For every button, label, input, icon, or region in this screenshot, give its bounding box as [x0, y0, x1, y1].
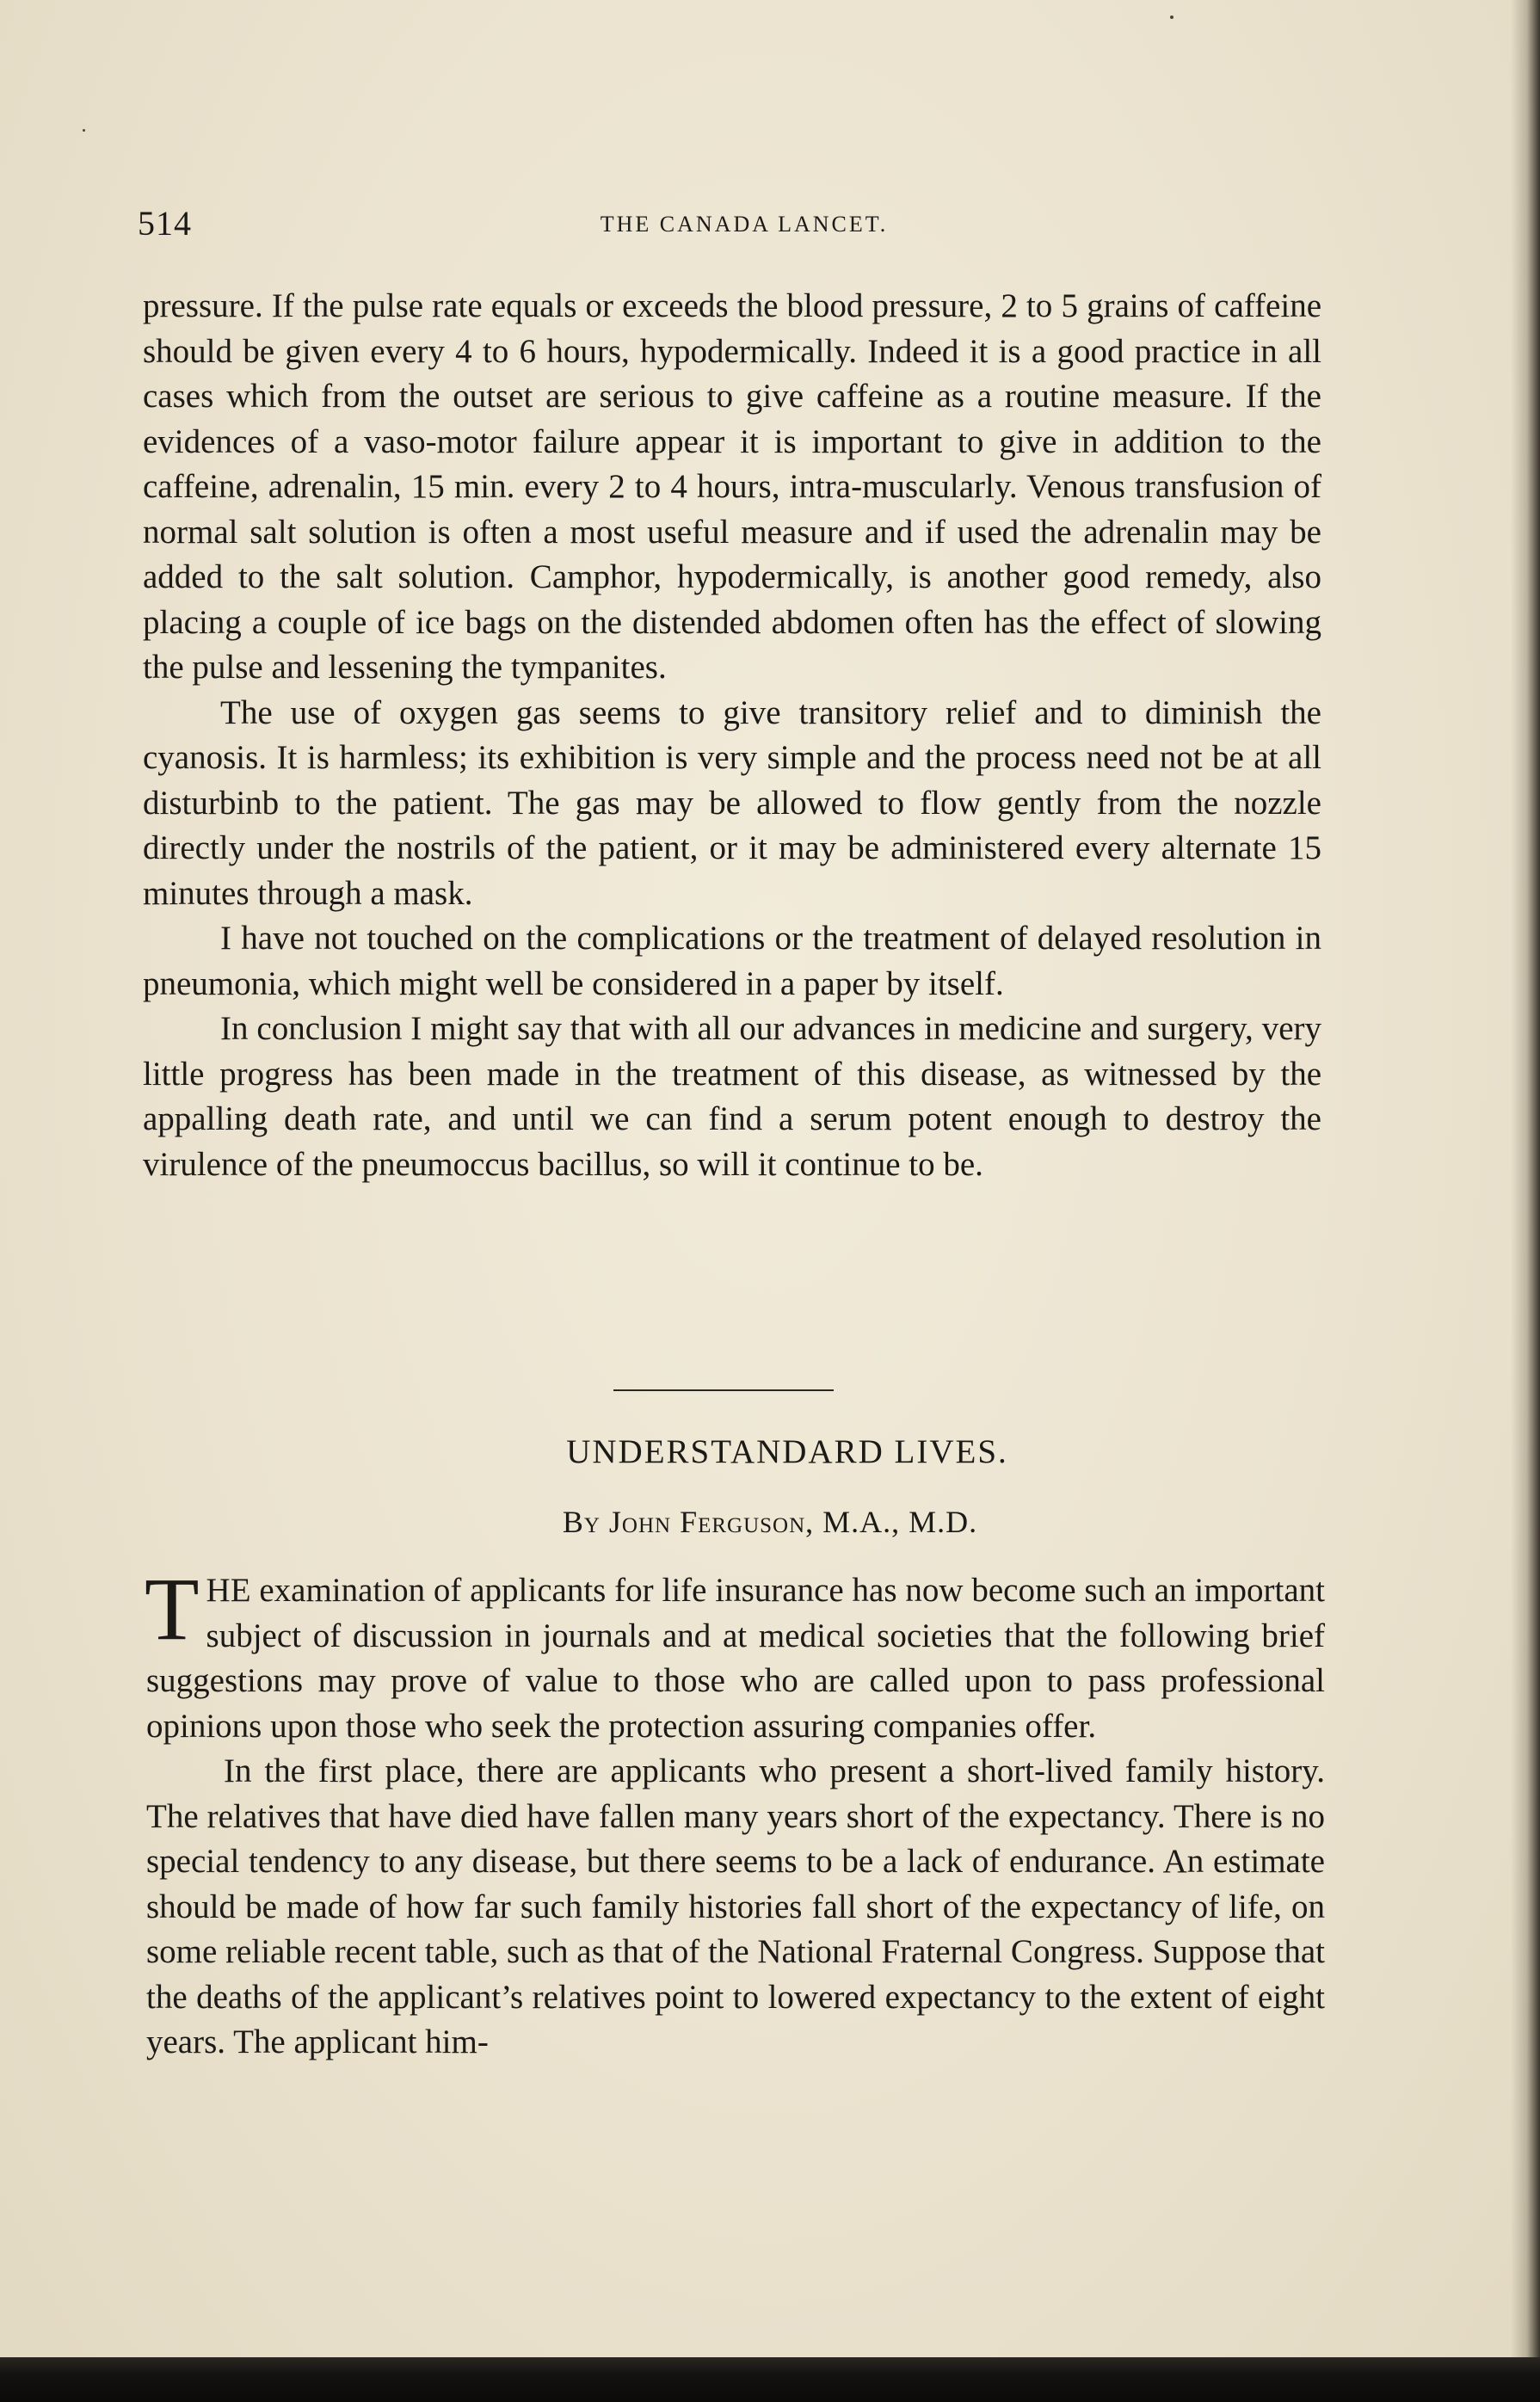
page-header	[138, 203, 1334, 255]
running-head: THE CANADA LANCET.	[600, 212, 889, 237]
page-number: 514	[138, 204, 192, 243]
paragraph-text: HE examination of applicants for life insurance has now become such an important subject of discussion in journals and at medical societies that the following brief suggestions may prove of value to those who are called upon to pass professional opinions upon those who seek the protection assuring companies offer.	[146, 1572, 1325, 1745]
scan-edge	[0, 2357, 1540, 2402]
article-body	[145, 1560, 1326, 2066]
paragraph: pressure. If the pulse rate equals or exceeds the blood pressure, 2 to 5 grains of caffeine should be given every 4 to 6 hours, hypodermically. Indeed it is a good practice in all cases which from the outset are serious to give caffeine as a routine measure. If the evidences of a vaso-motor failure appear it is important to give in addition to the caffeine, adrenalin, 15 min. every 2 to 4 hours, intra-muscularly. Venous transfusion of normal salt solution is often a most useful measure and if used the adrenalin may be added to the salt solution. Camphor, hypodermically, is another good remedy, also placing a couple of ice bags on the distended abdomen often has the effect of slowing the pulse and lessening the tympanites.	[143, 287, 1321, 686]
article-title: UNDERSTANDARD LIVES.	[566, 1433, 1008, 1470]
paragraph: The use of oxygen gas seems to give transitory relief and to diminish the cyanosis. It is harmless; its exhibition is very simple and the process need not be at all disturbinb to the patient. The gas may be allowed to flow gently from the nozzle directly under the nostrils of the patient, or it may be administered every alternate 15 minutes through a mask.	[143, 693, 1321, 912]
paragraph	[145, 1560, 1325, 1749]
paragraph: I have not touched on the complications or the treatment of delayed resolution in pneumonia, which might well be considered in a paper by itself.	[143, 920, 1321, 1002]
continued-article	[143, 284, 1321, 1187]
paragraph: In conclusion I might say that with all our advances in medicine and surgery, very little progress has been made in the treatment of this disease, as witnessed by the appalling death rate, and until we can find a serum potent enough to destroy the virulence of the pneumoccus bacillus, so will it continue to be.	[143, 1010, 1321, 1183]
paper-speck	[1170, 15, 1173, 19]
binding-shadow	[1511, 0, 1540, 2402]
paragraph: In the first place, there are applicants who present a short-lived family history. The relatives that have died have fallen many years short of the expectancy. There is no special tendency to any disease, but there seems to be a lack of endurance. An estimate should be made of how far such family histories fall short of the expectancy of life, on some reliable recent table, such as that of the National Fraternal Congress. Suppose that the deaths of the applicant’s relatives point to lowered expectancy to the extent of eight years. The applicant him-	[146, 1752, 1326, 2060]
paper-speck	[83, 129, 85, 132]
section-divider	[613, 1389, 834, 1391]
article-byline: By John Ferguson, M.A., M.D.	[562, 1505, 978, 1539]
drop-cap: T	[145, 1560, 200, 1659]
